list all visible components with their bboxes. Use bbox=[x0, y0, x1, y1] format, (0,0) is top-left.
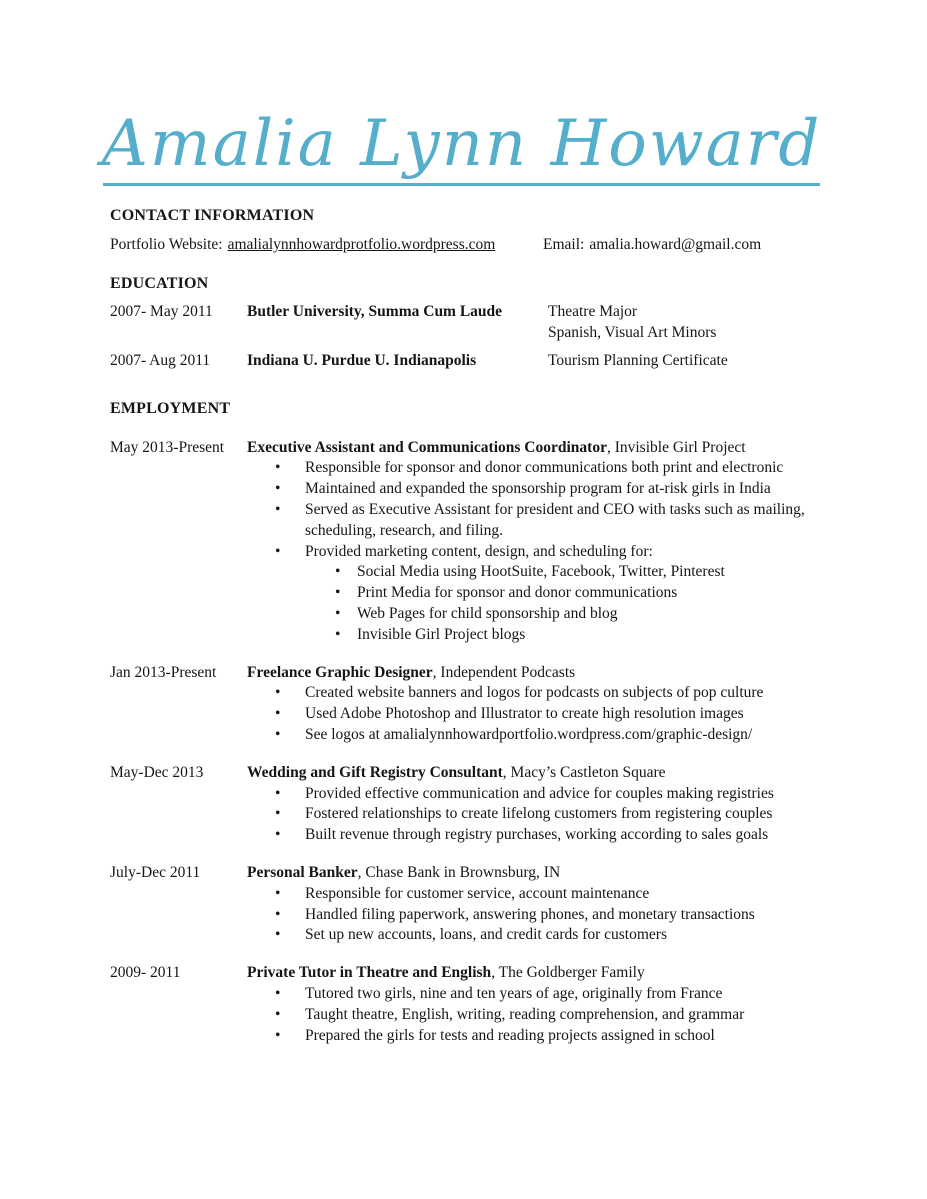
education-detail-line: Theatre Major bbox=[548, 303, 638, 321]
job-dates: May-Dec 2013 bbox=[110, 763, 204, 781]
education-dates: 2007- Aug 2011 bbox=[110, 351, 211, 369]
employment-entry bbox=[110, 963, 820, 1046]
education-institution: Butler University, Summa Cum Laude bbox=[247, 303, 503, 321]
job-sub-bullet: • Invisible Girl Project blogs bbox=[247, 625, 820, 646]
job-bullet: • Built revenue through registry purchases, working according to sales goals bbox=[247, 825, 820, 846]
employment-entry bbox=[110, 438, 820, 646]
job-bullet: • Provided effective communication and advice for couples making registries bbox=[247, 784, 820, 805]
email-value: amalia.howard@gmail.com bbox=[589, 235, 762, 253]
job-dates: 2009- 2011 bbox=[110, 964, 181, 982]
job-bullet: • Created website banners and logos for podcasts on subjects of pop culture bbox=[247, 683, 820, 704]
employment-entry bbox=[110, 663, 820, 746]
education-dates: 2007- May 2011 bbox=[110, 303, 213, 321]
job-title: Private Tutor in Theatre and English bbox=[247, 964, 492, 982]
job-bullets bbox=[247, 784, 820, 846]
job-organization: , Independent Podcasts bbox=[432, 663, 576, 681]
job-title: Executive Assistant and Communications Coordinator bbox=[247, 438, 607, 456]
job-title-line bbox=[247, 763, 820, 784]
job-bullet: • Provided marketing content, design, and scheduling for: bbox=[247, 542, 820, 563]
job-dates: May 2013-Present bbox=[110, 438, 225, 456]
job-bullet: • Handled filing paperwork, answering phones, and monetary transactions bbox=[247, 905, 820, 926]
job-bullet: • Taught theatre, English, writing, reading comprehension, and grammar bbox=[247, 1005, 820, 1026]
job-organization: , Invisible Girl Project bbox=[606, 438, 746, 456]
employment-section-heading: EMPLOYMENT bbox=[110, 399, 231, 417]
job-sub-bullet: • Print Media for sponsor and donor communications bbox=[247, 583, 820, 604]
job-title-line bbox=[247, 963, 820, 984]
website-label: Portfolio Website: bbox=[110, 235, 223, 253]
job-title: Freelance Graphic Designer bbox=[247, 663, 433, 681]
job-head bbox=[110, 438, 820, 459]
job-bullet: • Responsible for customer service, account maintenance bbox=[247, 884, 820, 905]
job-sub-bullet: • Web Pages for child sponsorship and blog bbox=[247, 604, 820, 625]
employment-entries bbox=[110, 438, 820, 1047]
job-title-line bbox=[247, 863, 820, 884]
job-bullet: • Used Adobe Photoshop and Illustrator to create high resolution images bbox=[247, 704, 820, 725]
education-entry bbox=[110, 302, 820, 344]
job-head bbox=[110, 763, 820, 784]
job-organization: , The Goldberger Family bbox=[491, 964, 645, 982]
job-bullet: • See logos at amalialynnhowardportfolio.wordpress.com/graphic-design/ bbox=[247, 725, 820, 746]
contact-line bbox=[110, 235, 820, 256]
contact-email bbox=[543, 235, 820, 256]
job-bullet: • Fostered relationships to create lifelong customers from registering couples bbox=[247, 804, 820, 825]
job-bullet: • Served as Executive Assistant for president and CEO with tasks such as mailing, scheduling, research, and filing. bbox=[247, 500, 820, 542]
job-bullets bbox=[247, 683, 820, 745]
education-detail-line: Tourism Planning Certificate bbox=[548, 351, 728, 369]
employment-entry bbox=[110, 763, 820, 846]
job-title-line bbox=[247, 663, 820, 684]
education-details bbox=[548, 351, 820, 372]
resume-header bbox=[103, 78, 820, 186]
education-institution: Indiana U. Purdue U. Indianapolis bbox=[247, 351, 477, 369]
job-title-line bbox=[247, 438, 820, 459]
job-bullets bbox=[247, 984, 820, 1046]
job-bullet: • Prepared the girls for tests and reading projects assigned in school bbox=[247, 1026, 820, 1047]
education-detail-line: Spanish, Visual Art Minors bbox=[548, 324, 717, 342]
job-head bbox=[110, 663, 820, 684]
job-bullet: • Tutored two girls, nine and ten years of age, originally from France bbox=[247, 984, 820, 1005]
employment-entry bbox=[110, 863, 820, 946]
job-bullets bbox=[247, 884, 820, 946]
contact-section-heading: CONTACT INFORMATION bbox=[110, 207, 315, 224]
email-label: Email: bbox=[543, 235, 585, 253]
job-dates: July-Dec 2011 bbox=[110, 863, 201, 881]
job-title: Personal Banker bbox=[247, 863, 358, 881]
education-entry bbox=[110, 351, 820, 372]
job-bullet: • Maintained and expanded the sponsorship program for at-risk girls in India bbox=[247, 479, 820, 500]
portfolio-website-link[interactable]: amalialynnhowardprotfolio.wordpress.com bbox=[227, 235, 496, 253]
job-bullet: • Responsible for sponsor and donor communications both print and electronic bbox=[247, 458, 820, 479]
job-head bbox=[110, 863, 820, 884]
job-title: Wedding and Gift Registry Consultant bbox=[247, 763, 503, 781]
contact-website bbox=[110, 235, 543, 256]
job-sub-bullet: • Social Media using HootSuite, Facebook, Twitter, Pinterest bbox=[247, 562, 820, 583]
education-entries bbox=[110, 302, 820, 371]
job-dates: Jan 2013-Present bbox=[110, 663, 217, 681]
job-organization: , Macy’s Castleton Square bbox=[502, 763, 666, 781]
job-bullet: • Set up new accounts, loans, and credit cards for customers bbox=[247, 925, 820, 946]
page-title: Amalia Lynn Howard bbox=[101, 107, 822, 181]
job-head bbox=[110, 963, 820, 984]
job-bullets bbox=[247, 458, 820, 645]
job-organization: , Chase Bank in Brownsburg, IN bbox=[357, 863, 561, 881]
education-details bbox=[548, 302, 820, 344]
education-section-heading: EDUCATION bbox=[110, 274, 209, 292]
